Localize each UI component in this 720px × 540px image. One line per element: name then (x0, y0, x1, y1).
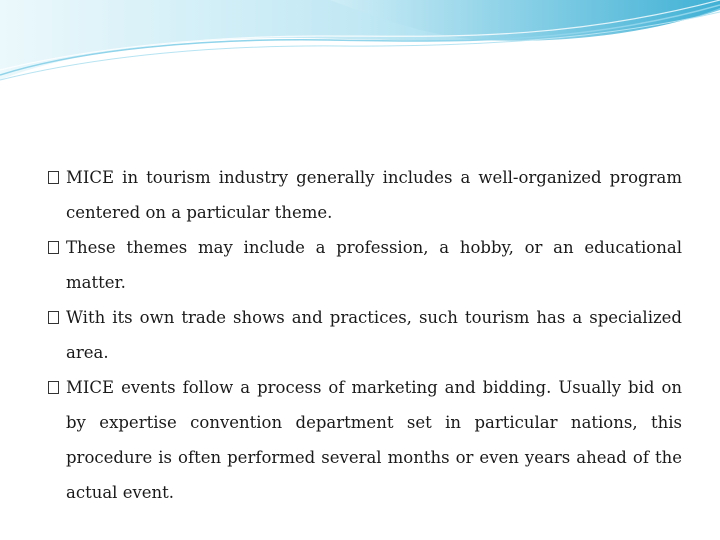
bullet-text: With its own trade shows and practices, such tourism has a specialized area. (66, 308, 682, 362)
bullet-list (48, 160, 682, 510)
bullet-text: These themes may include a profession, a hobby, or an educational matter. (66, 238, 682, 292)
header-wave-decoration (0, 0, 720, 90)
bullet-text: MICE events follow a process of marketing and bidding. Usually bid on by expertise convention department set in particular nations, this procedure is often performed several months or even years ahead of the actual event. (66, 378, 682, 502)
bullet-item-2 (48, 230, 682, 300)
bullet-box-icon (48, 311, 59, 324)
bullet-box-icon (48, 171, 59, 184)
bullet-item-4 (48, 370, 682, 510)
bullet-item-3 (48, 300, 682, 370)
bullet-box-icon (48, 381, 59, 394)
bullet-text: MICE in tourism industry generally includes a well-organized program centered on a particular theme. (66, 168, 682, 222)
bullet-item-1 (48, 160, 682, 230)
bullet-box-icon (48, 241, 59, 254)
